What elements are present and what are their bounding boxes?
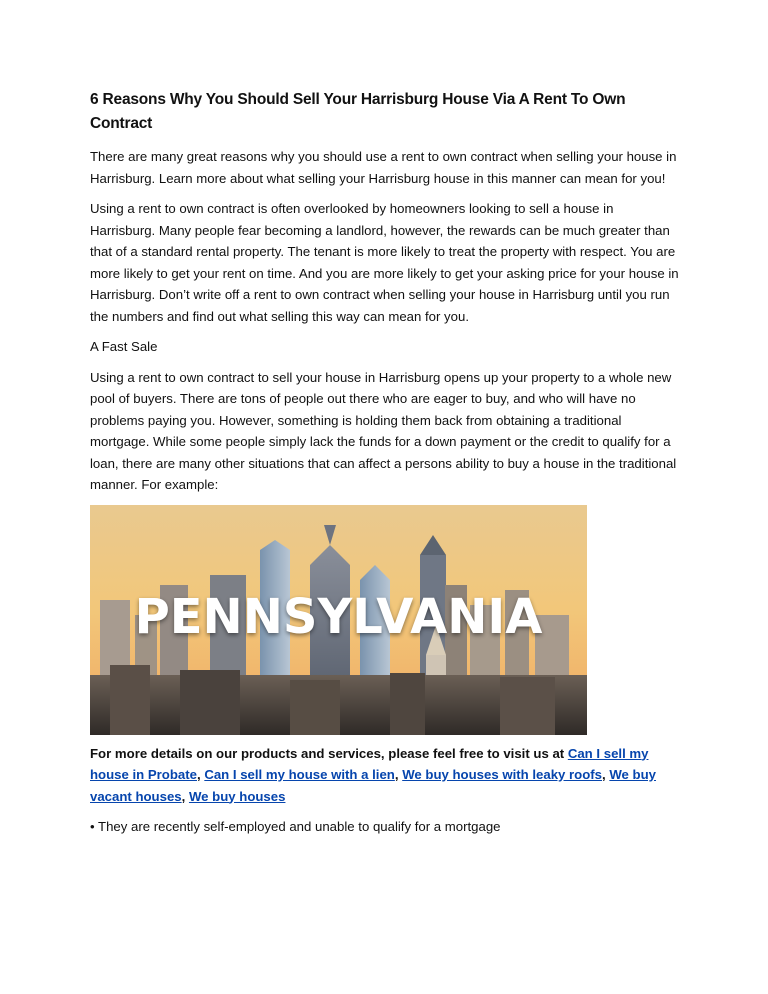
body-paragraph-2: Using a rent to own contract is often overlooked by homeowners looking to sell a house in Harrisburg. Many people fear becoming a landlord, however, the rewards can be much greater than that of a standard rental property. The tenant is more likely to treat the property with respect. You are more likely to get your rent on time. And you are more likely to get your asking price for your house in Harrisburg. Don’t write off a rent to own contract when selling your house in Harrisburg until you run the numbers and find out what selling this way can mean for you.	[90, 201, 679, 324]
page-title: 6 Reasons Why You Should Sell Your Harrisburg House Via A Rent To Own Contract	[90, 91, 626, 132]
document-page	[90, 88, 680, 847]
link-vacant-houses[interactable]: We buy vacant houses	[90, 767, 656, 804]
links-intro: For more details on our products and services, please feel free to visit us at	[90, 745, 568, 761]
section-heading: A Fast Sale	[90, 339, 158, 354]
intro-paragraph: There are many great reasons why you should use a rent to own contract when selling your house in Harrisburg. Learn more about what selling your Harrisburg house in this manner can mean for you!	[90, 149, 677, 186]
link-leaky-roofs[interactable]: We buy houses with leaky roofs	[402, 767, 603, 782]
link-lien[interactable]: Can I sell my house with a lien	[204, 767, 395, 782]
image-caption-pennsylvania: PENNSYLVANIA	[134, 588, 543, 645]
link-we-buy-houses[interactable]: We buy houses	[188, 788, 286, 804]
link-probate[interactable]: Can I sell my house in Probate	[90, 745, 649, 782]
links-paragraph: For more details on our products and services, please feel free to visit us at Can I sell my house in Probate, Can I sell my house with a lien, We buy houses with leaky roofs, We buy vacant houses, We buy houses	[90, 745, 656, 804]
body-paragraph-3: Using a rent to own contract to sell your house in Harrisburg opens up your property to a whole new pool of buyers. There are tons of people out there who are eager to buy, and who will have no problems paying you. However, something is holding them back from obtaining a traditional mortgage. While some people simply lack the funds for a down payment or the credit to qualify for a loan, there are many other situations that can affect a persons ability to buy a house in the traditional manner. For example:	[90, 369, 677, 492]
bullet-item: • They are recently self-employed and unable to qualify for a mortgage	[90, 819, 501, 834]
pennsylvania-skyline-image	[90, 505, 587, 735]
